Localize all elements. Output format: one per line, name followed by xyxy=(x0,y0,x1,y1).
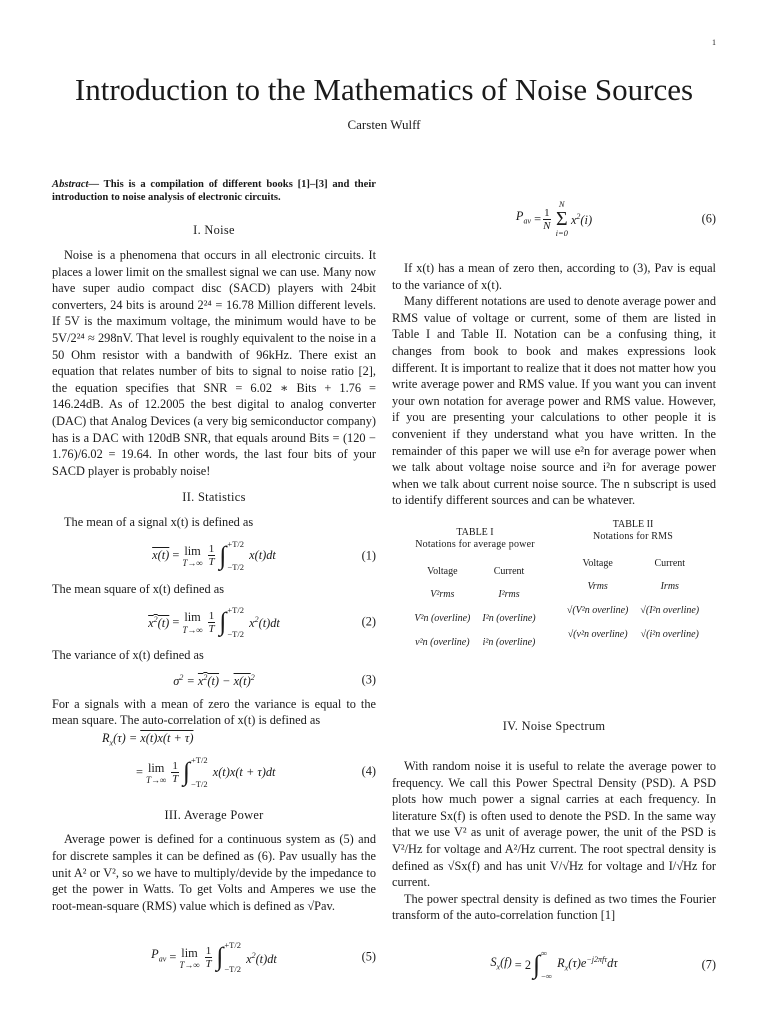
table-2-cell: √(i²n overline) xyxy=(640,629,699,641)
table-1-header: Voltage xyxy=(427,565,458,577)
equation-2: $x^2(t)$ = lim T→∞ $\frac{1}{T}$ ∫ +T/2 −T/2 $x^2(t)dt$ (2) xyxy=(148,605,376,639)
author-name: Carsten Wulff xyxy=(347,117,421,132)
noise-spectrum-paragraph-2: The power spectral density is defined as two times the Fourier transform of the auto-correlation function [1] xyxy=(392,891,716,923)
table-2-cell: √(V²n overline) xyxy=(566,605,629,617)
table-1-grid xyxy=(408,561,541,656)
table-2-caption: Notations for RMS xyxy=(592,530,674,542)
right-paragraph-2: Many different notations are used to denote average power and RMS value of voltage or current, some of them are listed in Table I and Table II. Notation can be a confusing thing, it changes from book to book and makes expressions look different. It is important to realize that it does not matter how you write average power and RMS value. If you want you can invent your own notation for average power and RMS value. However, if you are presenting your calculations to other people it is convenient if they understand what you have written. In the remainder of this paper we will use e²n for average power when we talk about voltage noise source and i²n for average power when we talk about current noise source. The n subscript is used to identify different sources and can be whatever. xyxy=(392,294,716,508)
section-heading-noise-spectrum: IV. Noise Spectrum xyxy=(502,718,606,733)
abstract xyxy=(52,178,376,204)
left-column xyxy=(52,178,376,982)
table-2-grid xyxy=(561,553,705,648)
notation-tables xyxy=(392,518,716,656)
equation-number-7: (7) xyxy=(701,957,716,972)
table-2-header: Current xyxy=(654,557,686,569)
section-heading-average-power: III. Average Power xyxy=(164,807,264,822)
equation-5: $P_{av}$ = lim T→∞ $\frac{1}{T}$ ∫ +T/2 −T/2 $x^2(t)dt$ (5) xyxy=(151,940,376,974)
table-1-cell: v²n (overline) xyxy=(415,637,470,649)
average-power-paragraph: Average power is defined for a continuous system as (5) and for discrete samples it can be defined as (6). Pav usually has the unit A² or V², so we have to multiply/devide by the impedance to get the power in Watts. To get Volts and Amperes we use the root-mean-square (RMS) value which is defined as √Pav. xyxy=(52,832,376,913)
table-2-cell: Irms xyxy=(660,581,679,593)
abstract-label: Abstract— xyxy=(52,179,100,190)
table-1-cell: V²n (overline) xyxy=(414,613,471,625)
table-1-label: TABLE I xyxy=(456,526,494,538)
statistics-paragraph-3: The variance of x(t) defined as xyxy=(52,648,204,663)
table-2-header: Voltage xyxy=(582,557,613,569)
equation-number-3: (3) xyxy=(361,672,376,687)
table-1-caption: Notations for average power xyxy=(415,538,535,550)
equation-7: $S_x(f)$ = 2 ∫ ∞ −∞ $R_x(\tau)e^{-j2\pi f\tau}d\tau$ (7) xyxy=(490,948,716,982)
equation-number-2: (2) xyxy=(361,614,376,629)
table-2-label: TABLE II xyxy=(612,518,654,530)
equation-number-6: (6) xyxy=(701,211,716,226)
equation-number-5: (5) xyxy=(361,950,376,965)
table-1-header: Current xyxy=(493,565,525,577)
page-number: 1 xyxy=(712,38,716,47)
table-1 xyxy=(400,527,550,656)
right-column xyxy=(392,178,716,990)
table-1-cell: I²n (overline) xyxy=(482,613,536,625)
statistics-paragraph-1: The mean of a signal x(t) is defined as xyxy=(64,514,254,529)
equation-1: x(t) = lim T→∞ $\frac{1}{T}$ ∫ +T/2 −T/2 x(t)dt (1) xyxy=(152,538,376,572)
noise-spectrum-paragraph-1: With random noise it is useful to relate the average power to frequency. We call this Power Spectral Density (PSD). A PSD plots how much power a signal carries at each frequency. In literature Sx(f) is often used to denote the PSD. In the same way that we use V² as unit of average power, the unit of the PSD is V²/Hz for voltage and A²/Hz current. The root spectral density is defined as √Sx(f) and has unit V/√Hz for voltage and I/√Hz for current. xyxy=(392,759,716,890)
equation-number-4: (4) xyxy=(361,763,376,778)
table-1-cell: I²rms xyxy=(498,589,520,601)
equation-number-1: (1) xyxy=(361,548,376,563)
section-heading-statistics: II. Statistics xyxy=(182,490,246,505)
table-1-cell: V²rms xyxy=(430,589,455,601)
table-2-cell: Vrms xyxy=(587,581,608,593)
equation-6: $P_{av}$ = $\frac{1}{N}$ N Σ i=0 $x^2(i)$ (6) xyxy=(515,199,716,238)
table-2-cell: √(v²n overline) xyxy=(567,629,628,641)
table-1-cell: i²n (overline) xyxy=(482,637,536,649)
equation-4: $R_x(\tau) = x(t)x(t + \tau)$ = lim T→∞ $\frac{1}{T}$ ∫ +T/2 −T/2 x(t)x(t + τ)dt (4) xyxy=(102,730,376,789)
table-2 xyxy=(558,519,708,656)
equation-3: $\sigma^2 = x^2(t) - x(t)^2$ (3) xyxy=(173,672,376,688)
statistics-paragraph-2: The mean square of x(t) defined as xyxy=(52,581,225,596)
paper-title: Introduction to the Mathematics of Noise Sources xyxy=(74,72,694,107)
noise-paragraph: Noise is a phenomena that occurs in all electronic circuits. It places a lower limit on the smallest signal we can use. Many now have super audio compact disc (SACD) players with 24bit converters, 24 bits is around 2²⁴ = 16.78 Million different levels. If 5V is the maximum voltage, the minimum would have to be 5V/2²⁴ ≈ 298nV. That level is roughly equivalent to the noise in a 50 Ohm resistor with a bandwith of 96kHz. There exist an equation that relates number of bits to signal to noise ratio [2], the equation specifies that SNR = 6.02 ∗ Bits + 1.76 = 146.24dB. As of 12.2005 the best digital to analog converter (DAC) that Analog Devices (a very big semiconductor company) has is a DAC with 120dB SNR, that equals around Bits = (120 − 1.76)/6.02 = 19.64. In other words, the last four bits of your SACD player is probably noise! xyxy=(52,248,376,478)
statistics-paragraph-4: For a signals with a mean of zero the variance is equal to the mean square. The auto-correlation of x(t) is defined as xyxy=(52,696,376,728)
abstract-text: This is a compilation of different books [1]–[3] and their introduction to noise analysis of electronic circuits. xyxy=(52,179,376,204)
table-2-cell: √(I²n overline) xyxy=(640,605,700,617)
section-heading-noise: I. Noise xyxy=(193,223,235,238)
right-paragraph-1: If x(t) has a mean of zero then, according to (3), Pav is equal to the variance of x(t). xyxy=(392,261,716,292)
